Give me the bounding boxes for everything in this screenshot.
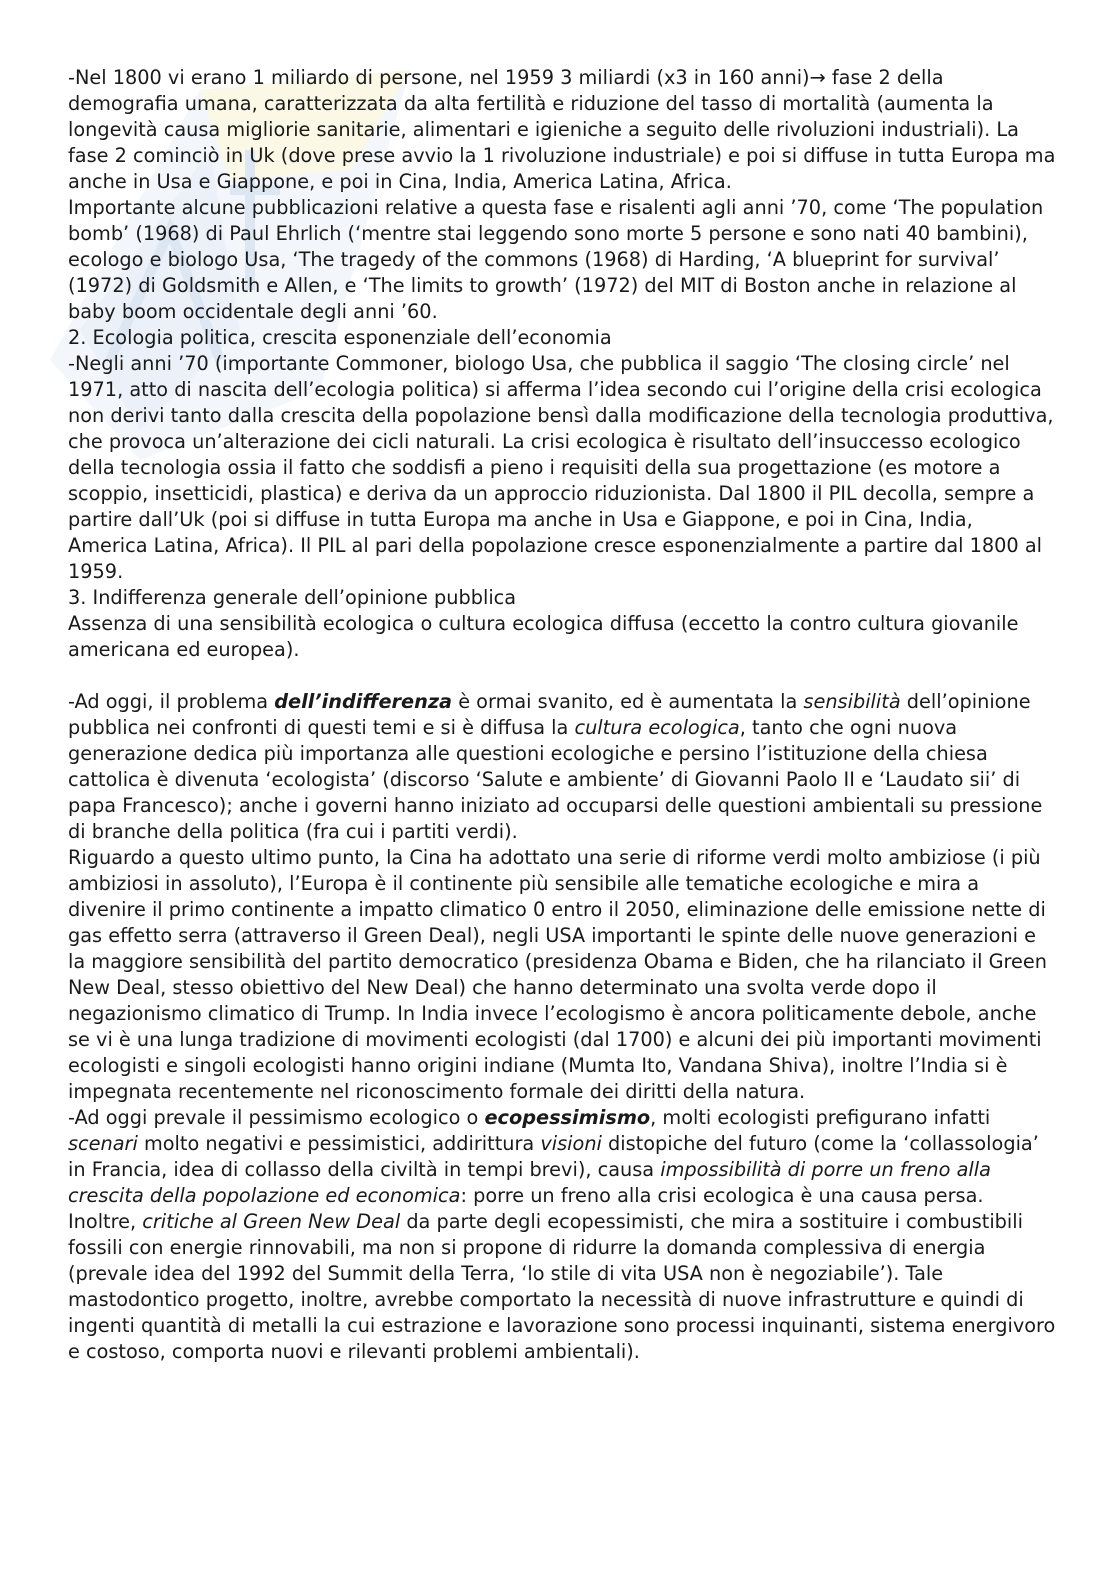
text-run: da parte degli ecopessimisti, che mira a sostituire i combustibili fossili con energie rinnovabili, ma non si propone di ridurre la domanda complessiva di energia (prevale idea del 1992 del Summit della Terra, ‘lo stile di vita USA non è negoziabile’). Tale mastodontico progetto, inoltre, avrebbe comportato la necessità di nuove infrastrutture e quindi di ingenti quantità di metalli la cui estrazione e lavorazione sono processi inquinanti, sistema energivoro e costoso, comporta nuovi e rilevanti problemi ambientali). bbox=[68, 1210, 1056, 1363]
text-run: -Ad oggi prevale il pessimismo ecologico o bbox=[68, 1106, 485, 1129]
emphasis-italic: impossibilità di porre un freno alla crescita della popolazione ed economica bbox=[68, 1158, 991, 1207]
emphasis-italic: cultura ecologica bbox=[574, 716, 740, 739]
paragraph-commoner: -Negli anni ’70 (importante Commoner, biologo Usa, che pubblica il saggio ‘The closing circle’ nel 1971, atto di nascita dell’ecologia politica) si afferma l’idea secondo cui l’origine della crisi ecologica non derivi tanto dalla crescita della popolazione bensì dalla modificazione della tecnologia produttiva, che provoca un’alterazione dei cicli naturali. La crisi ecologica è risultato dell’insuccesso ecologico della tecnologia ossia il fatto che soddisfi a pieno i requisiti della sua progettazione (es motore a scoppio, insetticidi, plastica) e deriva da un approccio riduzionista. Dal 1800 il PIL decolla, sempre a partire dall’Uk (poi si diffuse in tutta Europa ma anche in Usa e Giappone, e poi in Cina, India, America Latina, Africa). Il PIL al pari della popolazione cresce esponenzialmente a partire dal 1800 al 1959. bbox=[68, 352, 1054, 583]
emphasis-italic: scenari bbox=[68, 1132, 138, 1155]
section-heading-ecologia-politica: 2. Ecologia politica, crescita esponenziale dell’economia bbox=[68, 326, 612, 349]
text-run: , molti ecologisti prefigurano infatti bbox=[650, 1106, 991, 1129]
text-run: -Ad oggi, il problema bbox=[68, 690, 275, 713]
text-run: : porre un freno alla crisi ecologica è una causa persa. bbox=[460, 1184, 984, 1207]
emphasis-italic: critiche al Green New Deal bbox=[142, 1210, 401, 1233]
emphasis-italic: sensibilità bbox=[803, 690, 901, 713]
blank-line bbox=[68, 663, 1058, 689]
text-run: Inoltre, bbox=[68, 1210, 143, 1233]
paragraph-assenza: Assenza di una sensibilità ecologica o cultura ecologica diffusa (eccetto la contro cultura giovanile americana ed europea). bbox=[68, 612, 1019, 661]
document-body bbox=[68, 65, 1058, 1365]
emphasis-italic: visioni bbox=[540, 1132, 602, 1155]
paragraph-riguardo: Riguardo a questo ultimo punto, la Cina ha adottato una serie di riforme verdi molto ambiziose (i più ambiziosi in assoluto), l’Europa è il continente più sensibile alle tematiche ecologiche e mira a divenire il primo continente a impatto climatico 0 entro il 2050, eliminazione delle emissione nette di gas effetto serra (attraverso il Green Deal), negli USA importanti le spinte delle nuove generazioni e la maggiore sensibilità del partito democratico (presidenza Obama e Biden, che ha rilanciato il Green New Deal, stesso obiettivo del New Deal) che hanno determinato una svolta verde dopo il negazionismo climatico di Trump. In India invece l’ecologismo è ancora politicamente debole, anche se vi è una lunga tradizione di movimenti ecologisti (dal 1700) e alcuni dei più importanti movimenti ecologisti e singoli ecologisti hanno origini indiane (Mumta Ito, Vandana Shiva), inoltre l’India si è impegnata recentemente nel riconoscimento formale dei diritti della natura. bbox=[68, 846, 1047, 1103]
text-run: -Nel 1800 vi erano 1 miliardo di persone, nel 1959 3 miliardi (x3 in 160 anni) bbox=[68, 66, 810, 89]
text-run: è ormai svanito, ed è aumentata la bbox=[452, 690, 804, 713]
text-run: distopiche del futuro (come la ‘collassologia’ in Francia, idea di collasso della civiltà in tempi brevi), causa bbox=[68, 1132, 1039, 1181]
paragraph-ad-oggi bbox=[68, 689, 1058, 845]
paragraph-publications: Importante alcune pubblicazioni relative a questa fase e risalenti agli anni ’70, come ‘The population bomb’ (1968) di Paul Ehrlich (‘mentre stai leggendo sono morte 5 persone e sono nati 40 bambini), ecologo e biologo Usa, ‘The tragedy of the commons (1968) di Harding, ‘A blueprint for survival’ (1972) di Goldsmith e Allen, e ‘The limits to growth’ (1972) del MIT di Boston anche in relazione al baby boom occidentale degli anni ’60. bbox=[68, 196, 1044, 323]
section-heading-indifferenza: 3. Indifferenza generale dell’opinione pubblica bbox=[68, 586, 517, 609]
text-run: , tanto che ogni nuova generazione dedica più importanza alle questioni ecologiche e persino l’istituzione della chiesa cattolica è divenuta ‘ecologista’ (discorso ‘Salute e ambiente’ di Giovanni Paolo II e ‘Laudato sii’ di papa Francesco); anche i governi hanno iniziato ad occuparsi delle questioni ambientali su pressione di branche della politica (fra cui i partiti verdi). bbox=[68, 716, 1043, 843]
emphasis-bold: dell’indifferenza bbox=[274, 690, 453, 713]
emphasis-bold: ecopessimismo bbox=[484, 1106, 651, 1129]
text-run: fase 2 della demografia umana, caratterizzata da alta fertilità e riduzione del tasso di mortalità (aumenta la longevità causa migliorie sanitarie, alimentari e igieniche a seguito delle rivoluzioni industriali). La fase 2 cominciò in Uk (dove prese avvio la 1 rivoluzione industriale) e poi si diffuse in tutta Europa ma anche in Usa e Giappone, e poi in Cina, India, America Latina, Africa. bbox=[68, 66, 1056, 193]
paragraph-ecopessimismo bbox=[68, 1105, 1058, 1209]
arrow-right-icon: → bbox=[809, 66, 826, 89]
text-run: dell’opinione pubblica nei confronti di questi temi e si è diffusa la bbox=[68, 690, 1031, 739]
paragraph-demography bbox=[68, 65, 1058, 195]
text-run: molto negativi e pessimistici, addirittura bbox=[137, 1132, 541, 1155]
paragraph-green-new-deal bbox=[68, 1209, 1058, 1365]
